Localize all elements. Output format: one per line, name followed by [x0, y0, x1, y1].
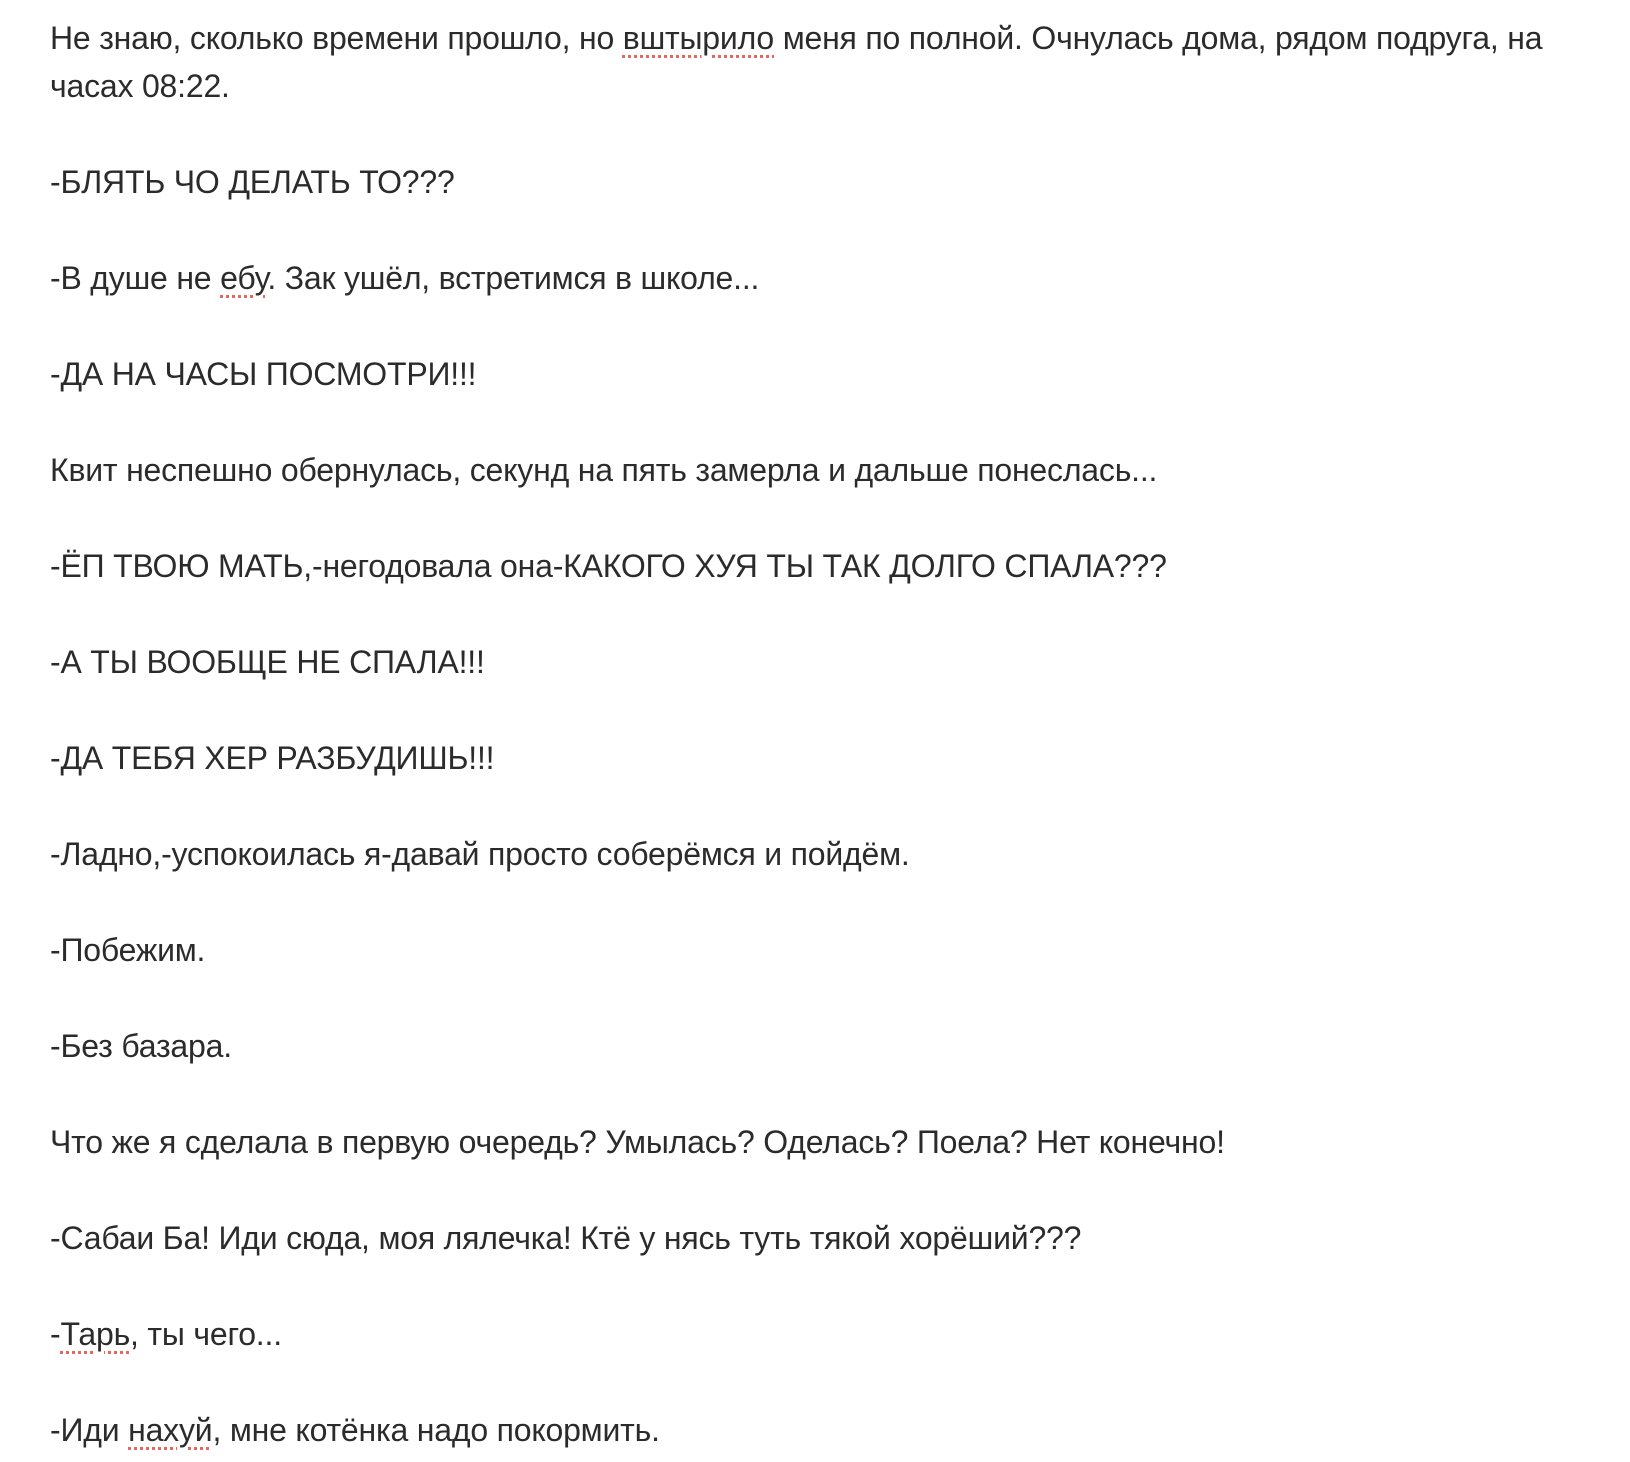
- paragraph: [50, 1118, 1580, 1166]
- text-segment: , ты чего...: [130, 1316, 282, 1352]
- text-segment: . Зак ушёл, встретимся в школе...: [267, 260, 760, 296]
- text-segment: -Без базара.: [50, 1028, 232, 1064]
- paragraph: [50, 542, 1580, 590]
- text-segment: Не знаю, сколько времени прошло, но: [50, 20, 623, 56]
- text-segment: , мне котёнка надо покормить.: [212, 1412, 660, 1448]
- misspelled-word: нахуй: [128, 1412, 213, 1448]
- text-segment: -Ладно,-успокоилась я-давай просто соберёмся и пойдём.: [50, 836, 910, 872]
- paragraph: [50, 926, 1580, 974]
- paragraph: [50, 830, 1580, 878]
- text-segment: -А ТЫ ВООБЩЕ НЕ СПАЛА!!!: [50, 644, 485, 680]
- paragraph: [50, 1406, 1580, 1454]
- paragraph: [50, 14, 1580, 110]
- text-segment: -Иди: [50, 1412, 129, 1448]
- text-segment: -Сабаи Ба! Иди сюда, моя лялечка! Ктё у нясь туть тякой хорёший???: [50, 1220, 1082, 1256]
- paragraph: [50, 638, 1580, 686]
- paragraph: [50, 1310, 1580, 1358]
- misspelled-word: ебу: [220, 260, 268, 296]
- text-segment: -БЛЯТЬ ЧО ДЕЛАТЬ ТО???: [50, 164, 455, 200]
- text-segment: -: [50, 1316, 61, 1352]
- paragraph: [50, 446, 1580, 494]
- paragraph: [50, 350, 1580, 398]
- paragraph: [50, 158, 1580, 206]
- misspelled-word: вштырило: [622, 20, 774, 56]
- text-segment: -ДА ТЕБЯ ХЕР РАЗБУДИШЬ!!!: [50, 740, 495, 776]
- text-segment: Что же я сделала в первую очередь? Умылась? Оделась? Поела? Нет конечно!: [50, 1124, 1225, 1160]
- misspelled-word: Тарь: [60, 1316, 131, 1352]
- paragraph: [50, 734, 1580, 782]
- paragraph: [50, 1214, 1580, 1262]
- text-segment: Квит неспешно обернулась, секунд на пять замерла и дальше понеслась...: [50, 452, 1158, 488]
- document-body: [50, 14, 1580, 1454]
- text-segment: -ДА НА ЧАСЫ ПОСМОТРИ!!!: [50, 356, 477, 392]
- paragraph: [50, 254, 1580, 302]
- text-segment: -ЁП ТВОЮ МАТЬ,-негодовала она-КАКОГО ХУЯ ТЫ ТАК ДОЛГО СПАЛА???: [50, 548, 1167, 584]
- text-segment: -В душе не: [50, 260, 221, 296]
- text-segment: -Побежим.: [50, 932, 206, 968]
- paragraph: [50, 1022, 1580, 1070]
- text-segment: меня по полной. Очнулась дома, рядом подруга, на часах 08:22.: [50, 20, 1551, 104]
